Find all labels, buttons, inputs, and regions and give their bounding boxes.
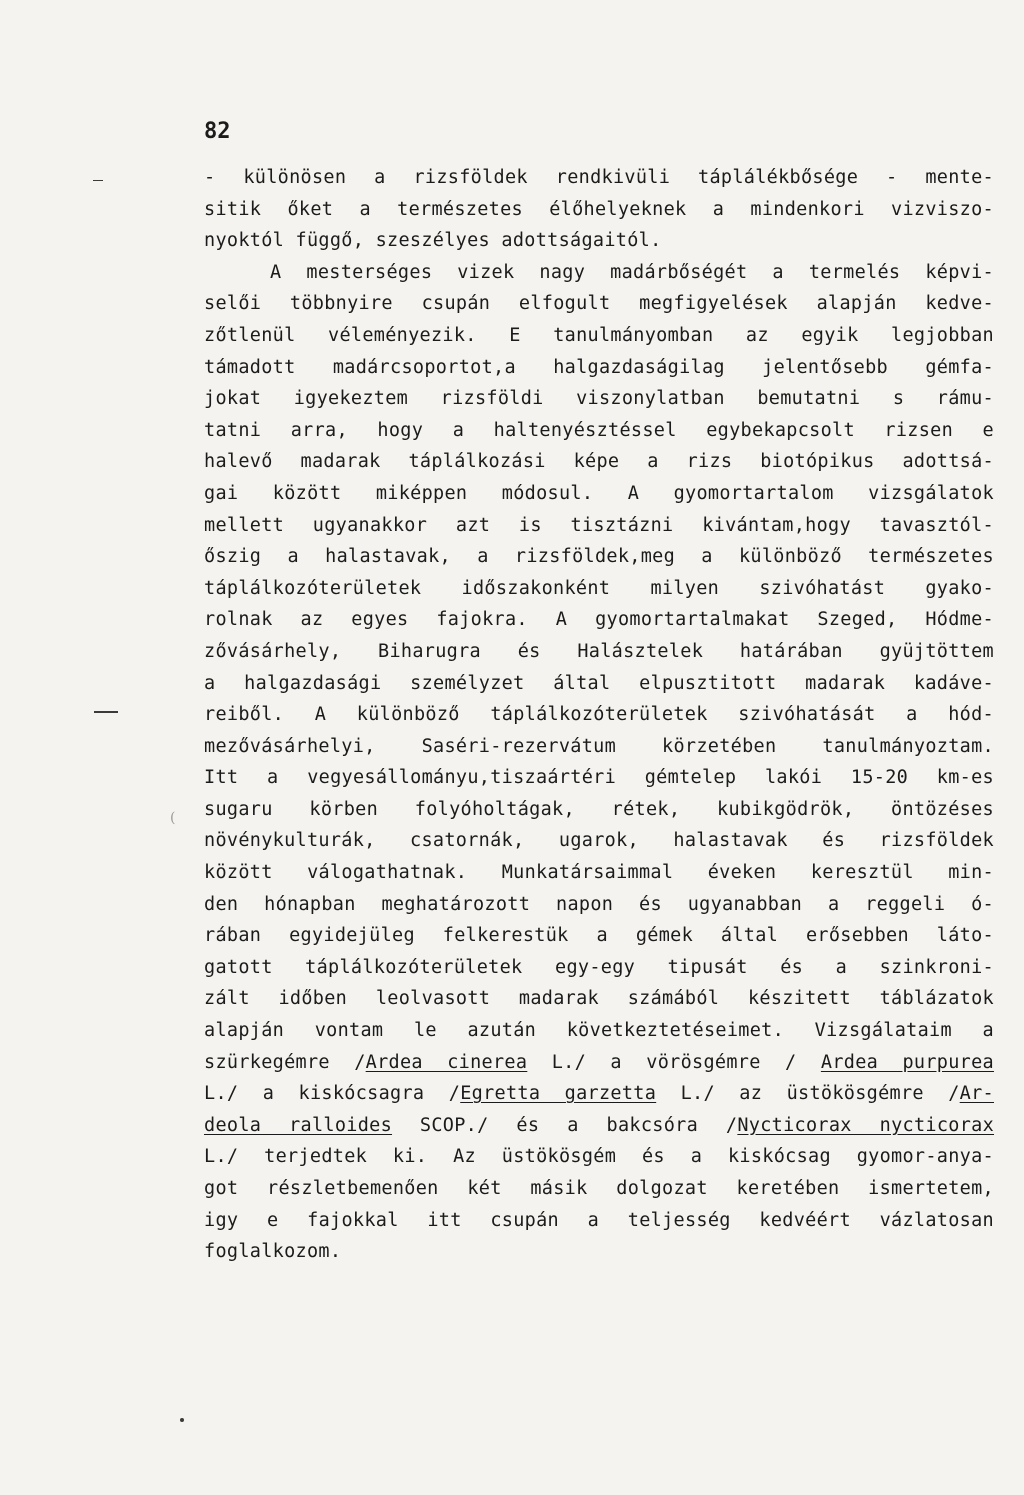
text-line-species	[204, 1078, 994, 1110]
text-line: mellett ugyanakkor azt is tisztázni kivántam,hogy tavasztól-	[204, 514, 994, 536]
scan-mark	[94, 711, 118, 713]
text-line: igy e fajokkal itt csupán a teljesség kedvéért vázlatosan	[204, 1209, 994, 1231]
text-line: rában egyidejüleg felkerestük a gémek által erősebben láto-	[204, 925, 994, 947]
text-line: gai között miképpen módosul. A gyomortartalom vizsgálatok	[204, 482, 994, 504]
text-segment: szürkegémre /	[204, 1051, 366, 1073]
text-line: rolnak az egyes fajokra. A gyomortartalmakat Szeged, Hódme-	[204, 609, 994, 631]
text-line: gatott táplálkozóterületek egy-egy tipusát és a szinkroni-	[204, 956, 994, 978]
text-line: mezővásárhelyi, Saséri-rezervátum körzetében tanulmányoztam.	[204, 735, 994, 757]
text-line: között válogathatnak. Munkatársaimmal éveken keresztül min-	[204, 862, 994, 884]
species-name: Ar-	[959, 1083, 994, 1105]
text-line: nyoktól függő, szeszélyes adottságaitól.	[204, 230, 662, 252]
text-line-species	[204, 1110, 994, 1142]
species-name: Ardea purpurea	[820, 1051, 994, 1073]
text-line: zővásárhely, Biharugra és Halásztelek határában gyüjtöttem	[204, 640, 994, 662]
species-name: Egretta garzetta	[460, 1083, 657, 1105]
text-line: selői többnyire csupán elfogult megfigyelések alapján kedve-	[204, 293, 994, 315]
text-segment: L./ az üstökösgémre /	[656, 1083, 960, 1105]
text-line: got részletbemenően két másik dolgozat keretében ismertetem,	[204, 1178, 994, 1199]
text-line: őszig a halastavak, a rizsföldek,meg a különböző természetes	[204, 546, 994, 568]
text-line: - különösen a rizsföldek rendkivüli táplálékbősége - mente-	[204, 167, 994, 188]
body-text	[204, 162, 994, 1268]
text-line: tatni arra, hogy a haltenyésztéssel egybekapcsolt rizsen e	[204, 419, 994, 441]
text-line: den hónapban meghatározott napon és ugyanabban a reggeli ó-	[204, 893, 994, 915]
species-name: deola ralloides	[204, 1114, 393, 1136]
species-name: Nycticorax nycticorax	[737, 1114, 995, 1136]
species-name: Ardea cinerea	[365, 1051, 528, 1073]
page-number: 82	[204, 119, 231, 144]
text-line: Itt a vegyesállományu,tiszaártéri gémtelep lakói 15-20 km-es	[204, 767, 994, 789]
text-line-species	[204, 1047, 994, 1079]
text-line: halevő madarak táplálkozási képe a rizs biotópikus adottsá-	[204, 451, 994, 473]
text-line: a halgazdasági személyzet által elpusztitott madarak kadáve-	[204, 672, 994, 694]
scan-mark	[180, 1418, 184, 1422]
text-line: reiből. A különböző táplálkozóterületek szivóhatását a hód-	[204, 704, 994, 726]
text-line: növénykulturák, csatornák, ugarok, halastavak és rizsföldek	[204, 830, 994, 852]
text-line: alapján vontam le azután következtetéseimet. Vizsgálataim a	[204, 1020, 994, 1042]
text-line: táplálkozóterületek időszakonként milyen szivóhatást gyako-	[204, 577, 994, 599]
text-line: L./ terjedtek ki. Az üstökösgém és a kiskócsag gyomor-anya-	[204, 1146, 994, 1168]
text-line: foglalkozom.	[204, 1241, 342, 1263]
scan-mark	[93, 180, 103, 181]
text-line: A mesterséges vizek nagy madárbőségét a termelés képvi-	[270, 261, 994, 283]
scan-mark: (	[170, 810, 176, 826]
text-line: sugaru körben folyóholtágak, rétek, kubikgödrök, öntözéses	[204, 798, 994, 820]
text-segment: L./ a kiskócsagra /	[204, 1083, 461, 1105]
text-segment: L./ a vörösgémre /	[527, 1051, 797, 1073]
text-line: zőtlenül véleményezik. E tanulmányomban az egyik legjobban	[204, 324, 994, 346]
text-line: zált időben leolvasott madarak számából készitett táblázatok	[204, 988, 994, 1010]
text-line: támadott madárcsoportot,a halgazdaságilag jelentősebb gémfa-	[204, 356, 994, 378]
text-segment: SCOP./ és a bakcsóra /	[392, 1114, 738, 1136]
text-line: jokat igyekeztem rizsföldi viszonylatban bemutatni s rámu-	[204, 388, 994, 410]
text-line: sitik őket a természetes élőhelyeknek a mindenkori vizviszo-	[204, 198, 994, 220]
